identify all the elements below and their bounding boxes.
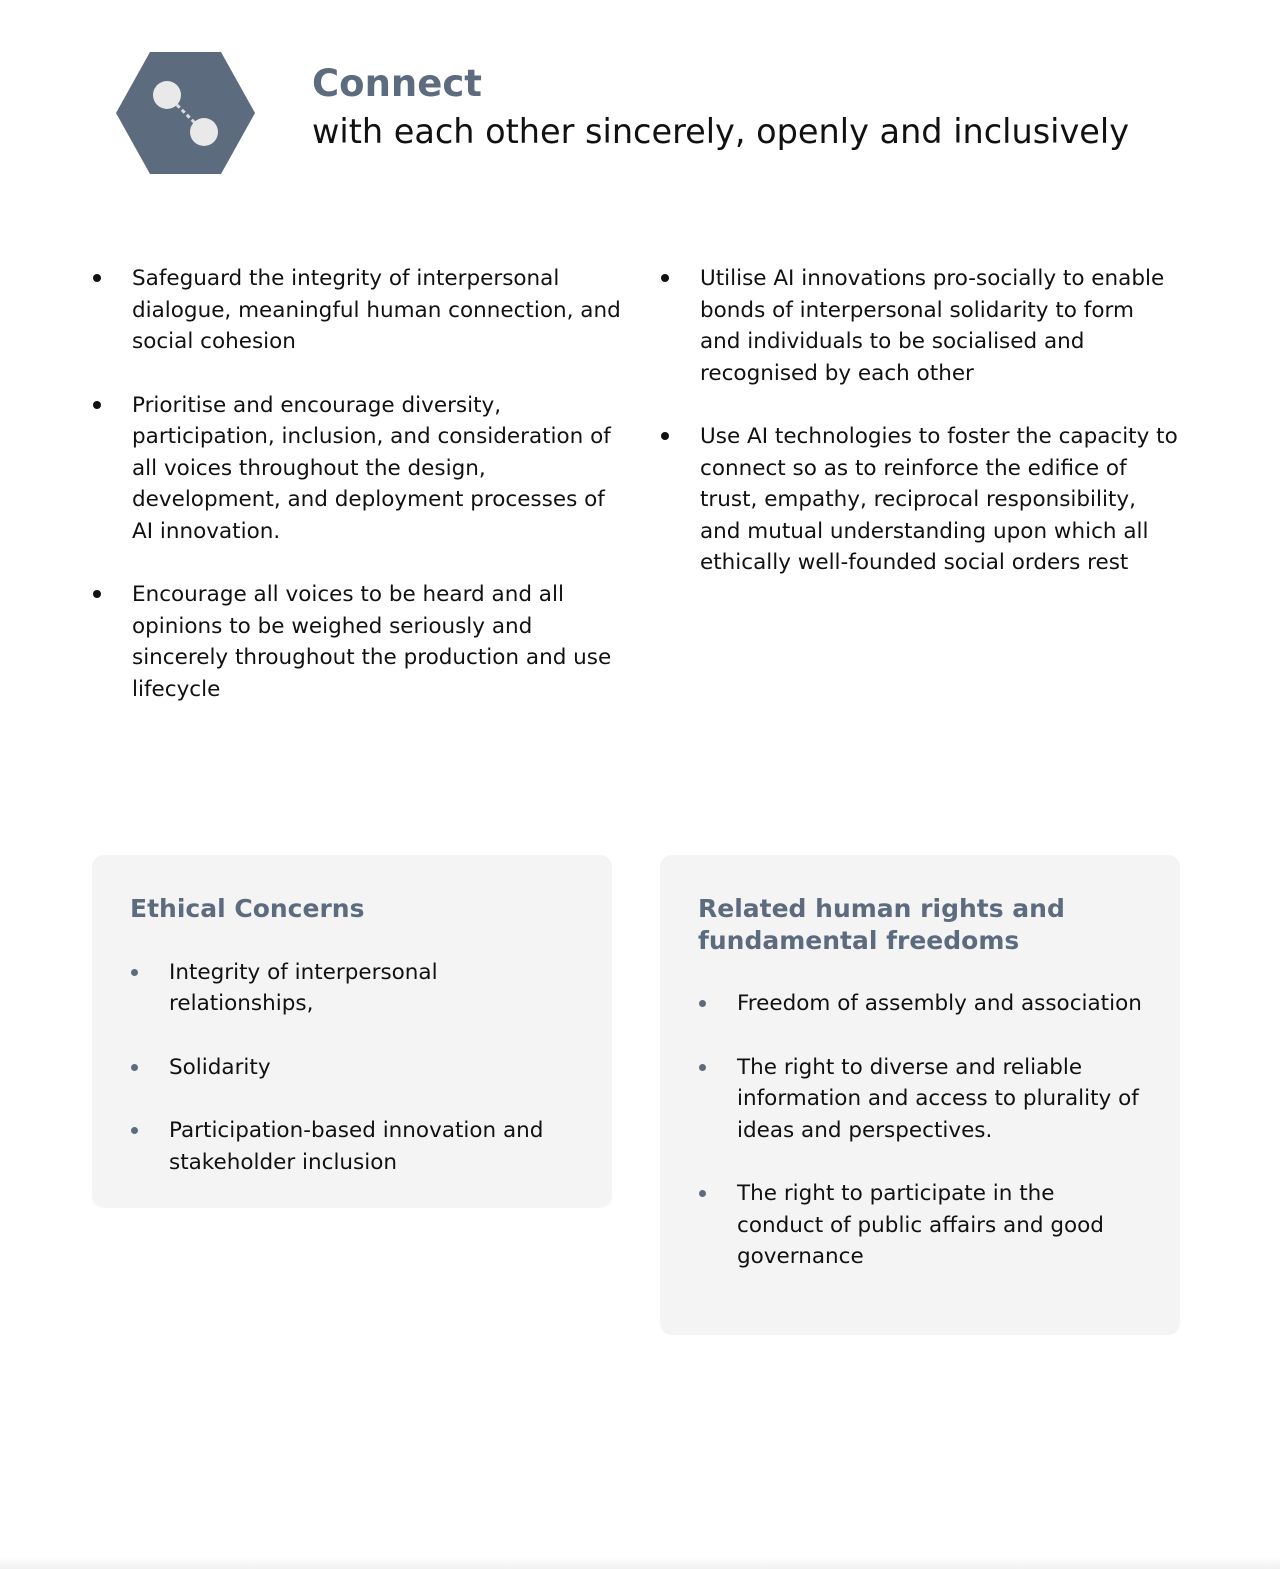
principles-right-list xyxy=(660,263,1180,611)
list-item xyxy=(92,579,622,705)
list-item-text: Freedom of assembly and association xyxy=(737,991,1142,1016)
list-item-text: The right to participate in the conduct of public affairs and good governance xyxy=(737,1181,1104,1269)
bullet-icon xyxy=(131,1127,138,1134)
page-bottom-edge xyxy=(0,1557,1280,1569)
human-rights-card xyxy=(660,855,1180,1335)
list-item xyxy=(130,1052,574,1084)
bullet-icon xyxy=(93,401,101,409)
human-rights-list xyxy=(698,988,1142,1273)
bullet-icon xyxy=(93,274,101,282)
list-item xyxy=(130,1115,574,1178)
bullet-icon xyxy=(699,1190,706,1197)
page-subtitle: with each other sincerely, openly and inclusively xyxy=(312,112,1130,151)
list-item-text: The right to diverse and reliable information and access to plurality of ideas and perspectives. xyxy=(737,1054,1139,1143)
list-item-text: Integrity of interpersonal relationships, xyxy=(169,959,438,1016)
connect-hexagon-icon xyxy=(116,52,255,174)
list-item-text: Participation-based innovation and stakeholder inclusion xyxy=(169,1118,544,1175)
list-item-text: Encourage all voices to be heard and all opinions to be weighed seriously and sincerely throughout the production and use lifecycle xyxy=(132,582,612,702)
bullet-icon xyxy=(93,590,101,598)
principles-left-list xyxy=(92,263,622,737)
list-item-text: Solidarity xyxy=(169,1054,271,1080)
list-item xyxy=(92,390,622,548)
list-item xyxy=(698,1052,1142,1147)
title-block xyxy=(312,62,1262,155)
bullet-icon xyxy=(661,274,669,282)
list-item xyxy=(660,263,1180,389)
list-item xyxy=(92,263,622,358)
list-item xyxy=(130,957,574,1020)
bullet-icon xyxy=(699,1064,706,1071)
list-item-text: Prioritise and encourage diversity, participation, inclusion, and consideration of all voices throughout the design, development, and deployment processes of AI innovation. xyxy=(132,392,611,544)
ethical-concerns-list xyxy=(130,957,574,1179)
bullet-icon xyxy=(661,432,669,440)
page-title: Connect xyxy=(312,62,482,105)
list-item xyxy=(698,1178,1142,1273)
ethical-concerns-card xyxy=(92,855,612,1208)
list-item xyxy=(660,421,1180,579)
bullet-icon xyxy=(699,1000,706,1007)
list-item-text: Safeguard the integrity of interpersonal dialogue, meaningful human connection, and social cohesion xyxy=(132,266,621,354)
bullet-icon xyxy=(131,1064,138,1071)
ethical-concerns-title: Ethical Concerns xyxy=(130,894,365,923)
list-item xyxy=(698,988,1142,1020)
human-rights-title: Related human rights and fundamental freedoms xyxy=(698,894,1065,955)
list-item-text: Utilise AI innovations pro-socially to enable bonds of interpersonal solidarity to form and individuals to be socialised and recognised by each other xyxy=(700,266,1165,386)
list-item-text: Use AI technologies to foster the capacity to connect so as to reinforce the edifice of trust, empathy, reciprocal responsibility, and mutual understanding upon which all ethically well-founded social orders rest xyxy=(700,424,1178,575)
bullet-icon xyxy=(131,969,138,976)
